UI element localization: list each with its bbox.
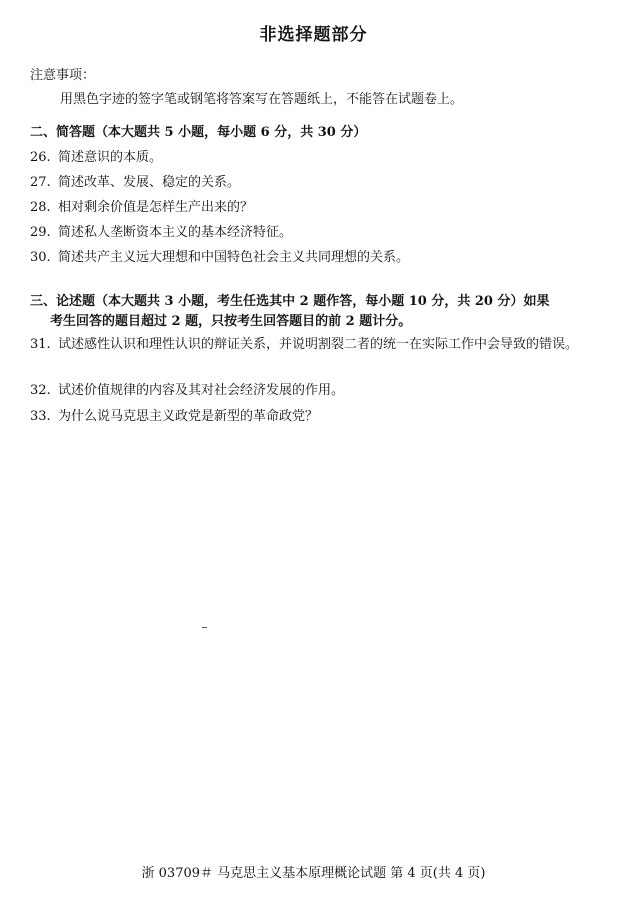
question-31: [30, 332, 595, 357]
question-number: 32.: [30, 383, 51, 398]
question-text: 简述共产主义远大理想和中国特色社会主义共同理想的关系。: [58, 250, 410, 265]
question-number: 28.: [30, 200, 51, 215]
question-30: [30, 247, 595, 269]
question-number: 30.: [30, 250, 51, 265]
question-text: 试述价值规律的内容及其对社会经济发展的作用。: [58, 383, 345, 398]
question-29: [30, 222, 595, 244]
question-27: [30, 172, 595, 194]
section-3-heading-line-2: 考生回答的题目超过 2 题，只按考生回答题目的前 2 题计分。: [50, 314, 412, 329]
question-text: 试述感性认识和理性认识的辩证关系，并说明割裂二者的统一在实际工作中会导致的错误。: [58, 337, 579, 352]
question-text: 简述私人垄断资本主义的基本经济特征。: [58, 225, 293, 240]
question-28: [30, 197, 595, 219]
section-3-heading-line-1: 三、论述题（本大题共 3 小题，考生任选其中 2 题作答，每小题 10 分，共 20 分）如果: [30, 294, 550, 309]
question-text: 简述改革、发展、稳定的关系。: [58, 175, 241, 190]
question-number: 29.: [30, 225, 51, 240]
notice-body: 用黑色字迹的签字笔或钢笔将答案写在答题纸上，不能答在试题卷上。: [60, 92, 464, 107]
question-number: 27.: [30, 175, 51, 190]
scan-mark: [202, 627, 207, 628]
question-text: 为什么说马克思主义政党是新型的革命政党？: [58, 409, 319, 424]
page-title: 非选择题部分: [259, 25, 368, 45]
question-text: 简述意识的本质。: [58, 150, 163, 165]
question-number: 31.: [30, 337, 51, 352]
section-3-heading: [30, 292, 595, 332]
question-33: [30, 406, 595, 428]
section-2-heading: 二、简答题（本大题共 5 小题，每小题 6 分，共 30 分）: [30, 125, 367, 140]
notice-heading: 注意事项：: [30, 68, 96, 83]
page-footer: 浙 03709＃ 马克思主义基本原理概论试题 第 4 页(共 4 页): [141, 866, 486, 881]
question-32: [30, 380, 595, 402]
question-number: 26.: [30, 150, 51, 165]
question-number: 33.: [30, 409, 51, 424]
question-26: [30, 147, 595, 169]
question-text: 相对剩余价值是怎样生产出来的？: [58, 200, 254, 215]
